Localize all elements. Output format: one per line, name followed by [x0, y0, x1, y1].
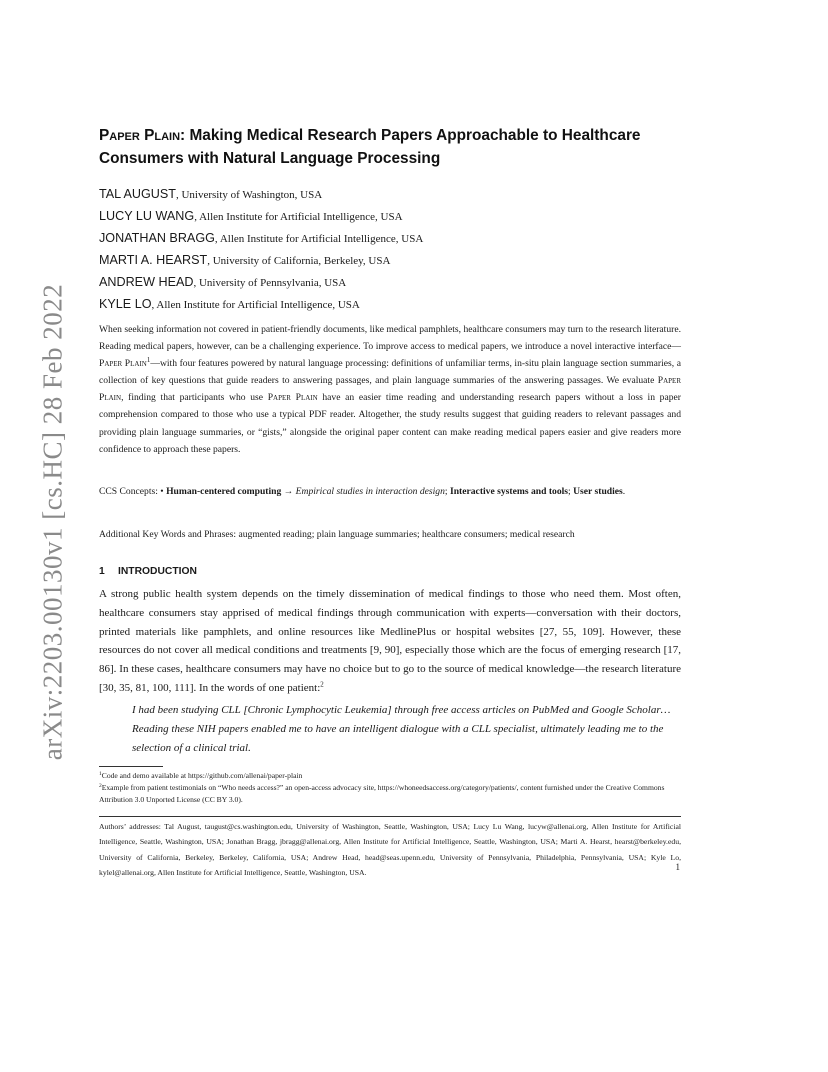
section-title: INTRODUCTION [118, 566, 197, 577]
author-name: ANDREW HEAD [99, 275, 194, 289]
author-affiliation: , Allen Institute for Artificial Intelligence, USA [151, 299, 360, 311]
page-number: 1 [675, 862, 680, 872]
ccs-separator: ; [444, 486, 450, 497]
author-affiliation: , Allen Institute for Artificial Intelligence, USA [194, 211, 403, 223]
arxiv-identifier: arXiv:2203.00130v1 [cs.HC] 28 Feb 2022 [37, 283, 68, 761]
author-affiliation: , University of Washington, USA [175, 189, 323, 201]
abstract-text: , finding that participants who use [121, 392, 268, 404]
footnote [99, 781, 681, 805]
footnotes [99, 769, 681, 805]
ccs-concepts [99, 483, 681, 500]
author-name: JONATHAN BRAGG [99, 231, 215, 245]
title-text: : Making Medical Research Papers Approachable to Healthcare Consumers with Natural Language Processing [99, 127, 641, 167]
author-name: MARTI A. HEARST [99, 253, 208, 267]
ccs-end: . [622, 486, 626, 497]
system-name: Paper Plain [99, 127, 181, 144]
abstract-text: —with four features powered by natural language processing: definitions of unfamiliar terms, in-situ plain language section summaries, a collection of key questions that guide readers to answering passages, and plain language summaries of the answering passages. We evaluate [99, 358, 681, 387]
footnote-text: Example from patient testimonials on “Who needs access?” an open-access advocacy site, https://whoneedsaccess.org/category/patients/, content furnished under the Creative Commons Attribution 3.0 Unported License (CC BY 3.0). [99, 783, 665, 804]
author-name: LUCY LU WANG [99, 209, 195, 223]
ccs-arrow: → [281, 486, 296, 497]
author-affiliation: , Allen Institute for Artificial Intelligence, USA [214, 233, 424, 245]
abstract-text: have an easier time reading and understanding research papers without a loss in paper comprehension compared to those who use a typical PDF reader. Altogether, the study results suggest that guiding readers to relevant passages and providing plain language summaries, or “gists,” alongside the original paper content can make reading medical papers easier and give readers more confidence to approach these papers. [99, 392, 681, 455]
keywords: Additional Key Words and Phrases: augmented reading; plain language summaries; healthcare consumers; medical research [99, 529, 575, 540]
author-name: TAL AUGUST [99, 187, 176, 201]
footnote-mark: 1 [99, 771, 102, 777]
author-addresses: Authors’ addresses: Tal August, taugust@cs.washington.edu, University of Washington, Seattle, Washington, USA; Lucy Lu Wang, lucyw@allenai.org, Allen Institute for Artificial Intelligence, Seattle, Washington, USA; Jonathan Bragg, jbragg@allenai.org, Allen Institute for Artificial Intelligence, Seattle, Washington, USA; Marti A. Hearst, hearst@berkeley.edu, University of California, Berkeley, Berkeley, California, USA; Andrew Head, head@seas.upenn.edu, University of Pennsylvania, Philadelphia, Pennsylvania, USA; Kyle Lo, kylel@allenai.org, Allen Institute for Artificial Intelligence, Seattle, Washington, USA. [99, 822, 681, 878]
author-entry [99, 227, 681, 249]
author-entry [99, 293, 681, 315]
author-entry [99, 183, 681, 205]
footnote-divider [99, 766, 163, 767]
ccs-concept: User studies [573, 486, 623, 497]
author-entry [99, 249, 681, 271]
paper-title [99, 124, 681, 170]
section-number: 1 [99, 566, 105, 577]
ccs-concept: Human-centered computing [166, 486, 282, 497]
ccs-separator: ; [568, 486, 574, 497]
patient-quote: I had been studying CLL [Chronic Lymphocytic Leukemia] through free access articles on PubMed and Google Scholar… Reading these NIH papers enabled me to have an intelligent dialogue with a CLL specialist, ultimately leading me to the selection of a clinical trial. [132, 704, 671, 754]
addresses-divider [99, 816, 681, 817]
intro-paragraph [99, 585, 681, 698]
ccs-concept: Interactive systems and tools [449, 486, 569, 497]
author-entry [99, 271, 681, 293]
footnote-ref[interactable]: 1 [146, 356, 151, 364]
intro-text: A strong public health system depends on the timely dissemination of medical findings to those who need them. Most often, healthcare consumers stay apprised of medical findings through communication with experts—conversation with their doctors, printed materials like pamphlets, and online resources like MedlinePlus or hospital websites [27, 55, 109]. However, these resources do not cover all medical conditions and treatments [9, 90], especially those which are the focus of emerging research [17, 86]. In these cases, healthcare consumers may have no choice but to go to the source of medical knowledge—the research literature [30, 35, 81, 100, 111]. In the words of one patient: [99, 588, 681, 694]
footnote-mark: 2 [99, 783, 102, 790]
system-name: Paper Plain [267, 392, 318, 404]
ccs-label: CCS Concepts: • [99, 486, 167, 497]
section-heading [99, 563, 681, 581]
ccs-subconcept: Empirical studies in interaction design [295, 486, 445, 497]
author-affiliation: , University of Pennsylvania, USA [193, 277, 347, 289]
author-entry [99, 205, 681, 227]
abstract-text: When seeking information not covered in patient-friendly documents, like medical pamphlets, healthcare consumers may turn to the research literature. Reading medical papers, however, can be a challenging experience. To improve access to medical papers, we introduce a novel interactive interface— [99, 324, 681, 353]
author-list [99, 183, 681, 315]
footnote [99, 769, 681, 781]
footnote-text: Code and demo available at https://github.com/allenai/paper-plain [101, 771, 303, 780]
author-name: KYLE LO [99, 297, 152, 311]
system-name: Paper Plain [99, 375, 681, 404]
system-name: Paper Plain [99, 358, 147, 370]
author-affiliation: , University of California, Berkeley, USA [207, 255, 391, 267]
abstract [99, 321, 681, 458]
footnote-ref[interactable]: 2 [320, 680, 324, 689]
